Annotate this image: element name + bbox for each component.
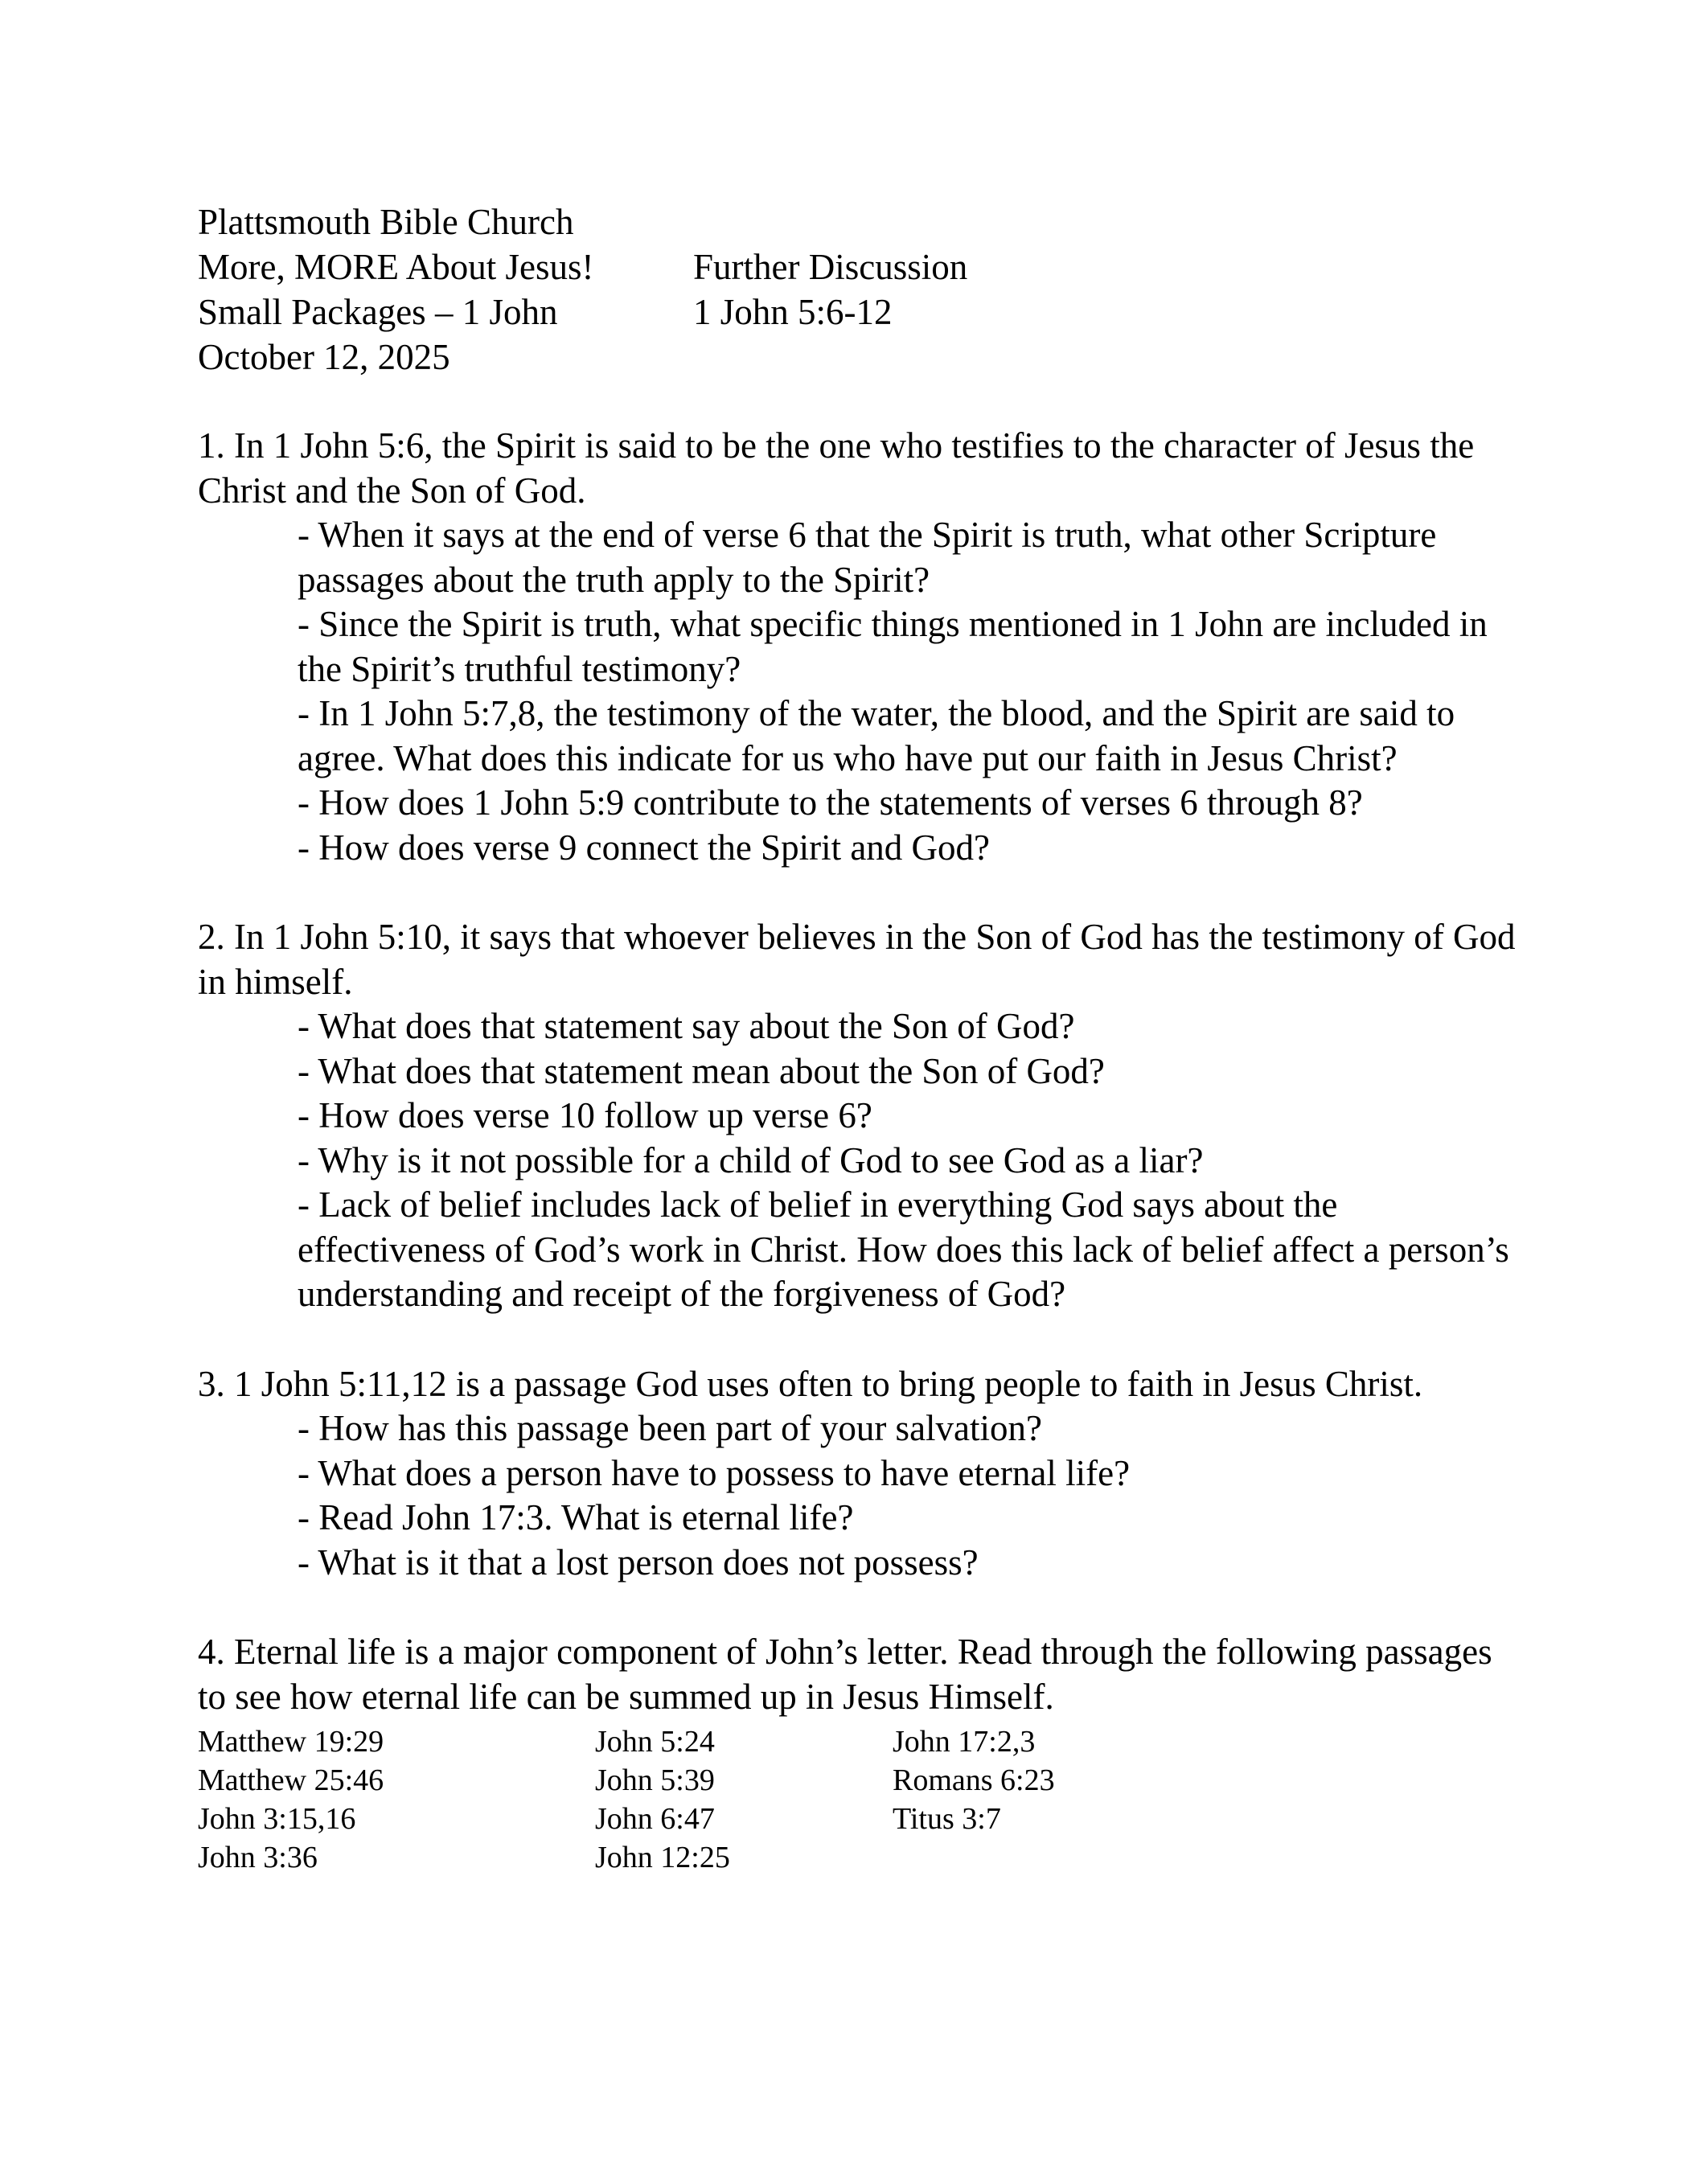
reference-item: John 3:36 <box>198 1841 318 1874</box>
sub-question: - Why is it not possible for a child of God to see God as a liar? <box>298 1139 1204 1180</box>
sub-question: - Since the Spirit is truth, what specific things mentioned in 1 John are included in the Spirit’s truthful testimony? <box>298 604 1488 689</box>
sub-question: - In 1 John 5:7,8, the testimony of the water, the blood, and the Spirit are said to agree. What does this indicate for us who have put our faith in Jesus Christ? <box>298 693 1455 778</box>
header-spacer <box>693 335 1517 380</box>
reference-item: John 17:2,3 <box>893 1725 1036 1759</box>
sub-question-list <box>198 513 1517 870</box>
question-3 <box>198 1362 1517 1586</box>
question-text: 3. 1 John 5:11,12 is a passage God uses often to bring people to faith in Jesus Christ. <box>198 1363 1423 1404</box>
sub-question: - Lack of belief includes lack of belief in everything God says about the effectiveness of God’s work in Christ. How does this lack of belief affect a person’s understanding and receipt of the forgiveness of God? <box>298 1184 1509 1314</box>
reference-item: John 12:25 <box>595 1841 730 1874</box>
passage-reference: 1 John 5:6-12 <box>693 292 893 332</box>
reference-item: John 3:15,16 <box>198 1802 356 1836</box>
sermon-date: October 12, 2025 <box>198 337 450 377</box>
sub-question: - How has this passage been part of your salvation? <box>298 1408 1042 1448</box>
church-name: Plattsmouth Bible Church <box>198 202 574 242</box>
subseries-title: Small Packages – 1 John <box>198 292 558 332</box>
header-row <box>198 335 1517 380</box>
reference-item: John 5:24 <box>595 1725 715 1759</box>
question-4 <box>198 1630 1517 1719</box>
reference-item: Romans 6:23 <box>893 1763 1055 1797</box>
reference-item: John 5:39 <box>595 1763 715 1797</box>
question-1 <box>198 424 1517 870</box>
series-title: More, MORE About Jesus! <box>198 247 594 287</box>
question-text: 1. In 1 John 5:6, the Spirit is said to be the one who testifies to the character of Jesus the Christ and the Son of God. <box>198 425 1475 511</box>
header-spacer <box>693 199 1517 244</box>
sub-question: - How does verse 9 connect the Spirit and God? <box>298 827 991 868</box>
sub-question: - What is it that a lost person does not possess? <box>298 1542 979 1583</box>
question-text: 4. Eternal life is a major component of John’s letter. Read through the following passages to see how eternal life can be summed up in Jesus Himself. <box>198 1632 1492 1717</box>
reference-item: Matthew 25:46 <box>198 1763 384 1797</box>
sub-question: - How does verse 10 follow up verse 6? <box>298 1095 872 1135</box>
header-block <box>198 199 1517 380</box>
sub-question-list <box>198 1004 1517 1317</box>
sub-question: - When it says at the end of verse 6 that the Spirit is truth, what other Scripture passages about the truth apply to the Spirit? <box>298 515 1437 600</box>
sub-question: - Read John 17:3. What is eternal life? <box>298 1497 854 1537</box>
header-row <box>198 289 1517 335</box>
document-page <box>198 199 1517 1877</box>
discussion-title: Further Discussion <box>693 247 968 287</box>
reference-item: John 6:47 <box>595 1802 715 1836</box>
question-text: 2. In 1 John 5:10, it says that whoever believes in the Son of God has the testimony of God in himself. <box>198 917 1516 1002</box>
reference-table <box>198 1722 1517 1877</box>
header-row <box>198 199 1517 244</box>
reference-item: Matthew 19:29 <box>198 1725 384 1759</box>
sub-question: - What does a person have to possess to have eternal life? <box>298 1452 1131 1493</box>
question-2 <box>198 915 1517 1317</box>
sub-question: - How does 1 John 5:9 contribute to the statements of verses 6 through 8? <box>298 782 1363 823</box>
sub-question: - What does that statement say about the Son of God? <box>298 1006 1075 1046</box>
reference-item: Titus 3:7 <box>893 1802 1001 1836</box>
sub-question-list <box>198 1406 1517 1585</box>
sub-question: - What does that statement mean about the Son of God? <box>298 1050 1105 1091</box>
header-row <box>198 244 1517 289</box>
